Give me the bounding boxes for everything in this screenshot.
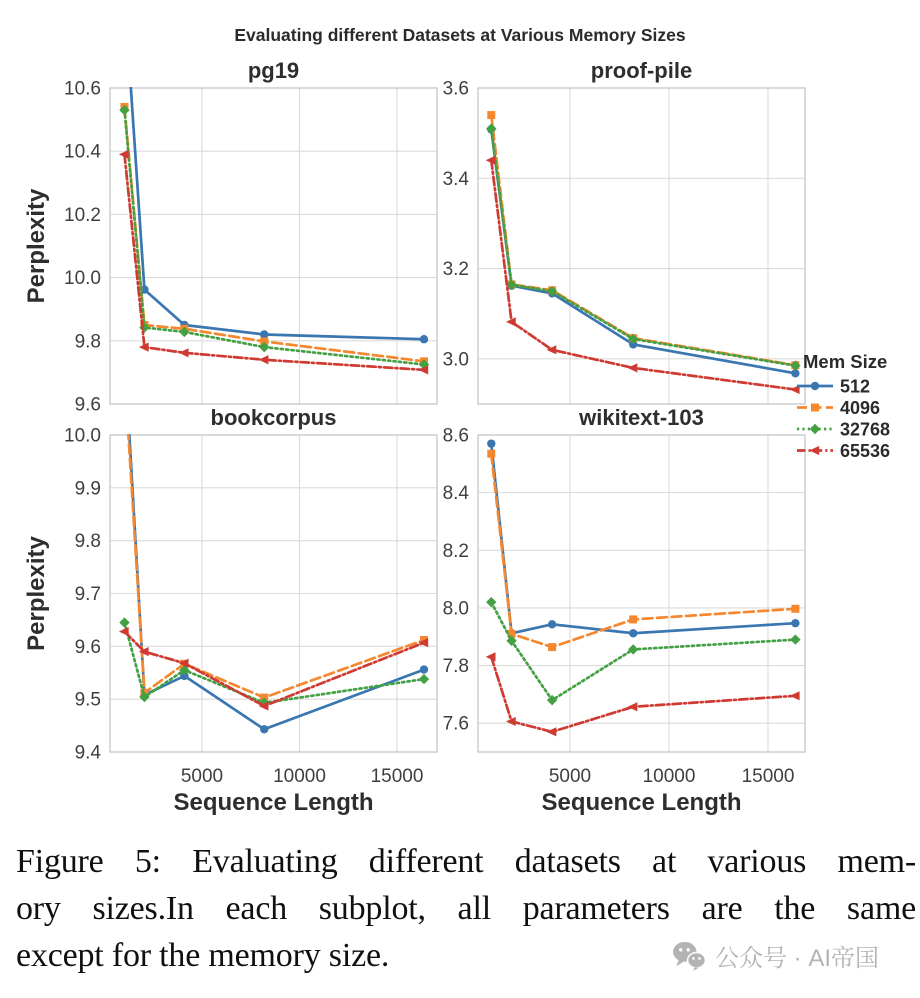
y-axis-label: Perplexity — [23, 188, 50, 304]
x-tick-label: 10000 — [273, 766, 326, 787]
y-tick-label: 8.4 — [442, 483, 469, 505]
plot-box — [478, 88, 805, 404]
marker-triangle-left — [547, 727, 557, 736]
marker-diamond — [419, 674, 429, 684]
line-pg19-512 — [124, 0, 424, 339]
marker-square — [487, 111, 495, 119]
subplot-proof-pile — [443, 58, 805, 404]
marker-circle — [811, 382, 819, 390]
marker-circle — [420, 665, 428, 673]
y-tick-label: 9.4 — [74, 742, 101, 764]
caption-line-3: except for the memory size. — [16, 937, 390, 974]
marker-circle — [791, 619, 799, 627]
line-proof-pile-32768 — [491, 129, 795, 366]
y-tick-label: 3.2 — [442, 259, 469, 281]
subplot-bookcorpus — [23, 346, 437, 816]
marker-triangle-left — [628, 363, 638, 372]
legend-label-65536: 65536 — [840, 441, 891, 461]
x-axis-label: Sequence Length — [173, 789, 374, 816]
legend-title: Mem Size — [803, 351, 888, 372]
subplot-title: proof-pile — [590, 58, 693, 83]
y-tick-label: 9.6 — [74, 394, 101, 416]
y-tick-label: 8.0 — [442, 598, 469, 620]
marker-diamond — [119, 617, 129, 627]
legend-label-4096: 4096 — [840, 398, 881, 418]
line-proof-pile-512 — [491, 130, 795, 374]
y-tick-label: 3.4 — [442, 168, 469, 190]
marker-circle — [487, 439, 495, 447]
legend — [797, 351, 890, 461]
y-tick-label: 3.0 — [442, 349, 469, 371]
x-tick-label: 10000 — [642, 766, 696, 787]
subplot-title: pg19 — [247, 58, 300, 83]
marker-triangle-left — [119, 627, 129, 636]
y-tick-label: 9.8 — [74, 531, 101, 553]
y-tick-label: 9.9 — [74, 478, 101, 500]
line-pg19-4096 — [124, 107, 424, 361]
marker-circle — [420, 335, 428, 343]
line-pg19-32768 — [124, 110, 424, 364]
series-layer — [119, 0, 429, 374]
marker-triangle-left — [179, 348, 189, 357]
series-layer — [486, 439, 801, 736]
marker-circle — [629, 629, 637, 637]
line-wikitext-103-32768 — [491, 602, 795, 700]
x-tick-label: 5000 — [180, 766, 224, 787]
subplot-pg19 — [23, 0, 437, 416]
subplot-title: wikitext-103 — [579, 405, 704, 430]
line-bookcorpus-32768 — [124, 623, 424, 703]
marker-diamond — [790, 634, 800, 644]
y-tick-label: 9.8 — [74, 331, 101, 353]
marker-square — [487, 450, 495, 458]
marker-triangle-left — [628, 702, 638, 711]
subplot-wikitext-103 — [443, 405, 805, 816]
x-tick-label: 15000 — [370, 766, 424, 787]
marker-circle — [548, 620, 556, 628]
line-proof-pile-65536 — [491, 160, 795, 389]
y-tick-label: 8.6 — [442, 425, 469, 447]
x-tick-label: 5000 — [548, 766, 592, 787]
marker-square — [811, 404, 819, 412]
marker-diamond — [486, 597, 496, 607]
marker-triangle-left — [259, 355, 269, 364]
series-layer — [486, 111, 801, 394]
marker-square — [120, 368, 128, 376]
y-tick-label: 10.4 — [64, 141, 101, 163]
watermark — [672, 938, 879, 973]
line-wikitext-103-65536 — [491, 657, 795, 732]
marker-diamond — [486, 123, 496, 133]
y-tick-label: 9.7 — [74, 584, 101, 605]
marker-triangle-left — [809, 446, 819, 455]
y-tick-label: 10.0 — [64, 425, 101, 447]
marker-circle — [260, 725, 268, 733]
marker-triangle-left — [790, 691, 800, 700]
y-tick-label: 8.2 — [442, 540, 469, 562]
caption-line-2: ory sizes.In each subplot, all parameters are the same — [16, 890, 916, 927]
marker-diamond — [810, 424, 820, 434]
line-wikitext-103-512 — [491, 444, 795, 634]
figure-suptitle: Evaluating different Datasets at Various Memory Sizes — [234, 25, 686, 45]
x-tick-label: 15000 — [741, 766, 795, 787]
marker-triangle-left — [486, 652, 496, 661]
marker-circle — [260, 330, 268, 338]
y-tick-label: 7.8 — [442, 656, 469, 678]
plot-box — [478, 435, 805, 752]
y-tick-label: 10.2 — [64, 204, 101, 226]
subplot-title: bookcorpus — [210, 405, 337, 430]
legend-label-512: 512 — [840, 376, 871, 397]
y-tick-label: 3.6 — [442, 78, 469, 100]
legend-label-32768: 32768 — [840, 419, 891, 440]
marker-circle — [120, 346, 128, 354]
y-tick-label: 9.6 — [74, 636, 101, 658]
x-axis-label: Sequence Length — [541, 789, 742, 816]
line-proof-pile-4096 — [491, 115, 795, 365]
marker-square — [629, 615, 637, 623]
y-tick-label: 9.5 — [74, 689, 101, 711]
y-tick-label: 10.0 — [64, 268, 101, 290]
wechat-icon — [672, 941, 706, 971]
y-axis-label: Perplexity — [23, 536, 50, 651]
marker-square — [548, 643, 556, 651]
caption-line-1: Figure 5: Evaluating different datasets at various mem- — [16, 843, 916, 880]
marker-square — [791, 605, 799, 613]
y-tick-label: 10.6 — [64, 78, 101, 100]
watermark-text: 公众号 · AI帝国 — [715, 945, 880, 972]
y-tick-label: 7.6 — [442, 713, 469, 735]
